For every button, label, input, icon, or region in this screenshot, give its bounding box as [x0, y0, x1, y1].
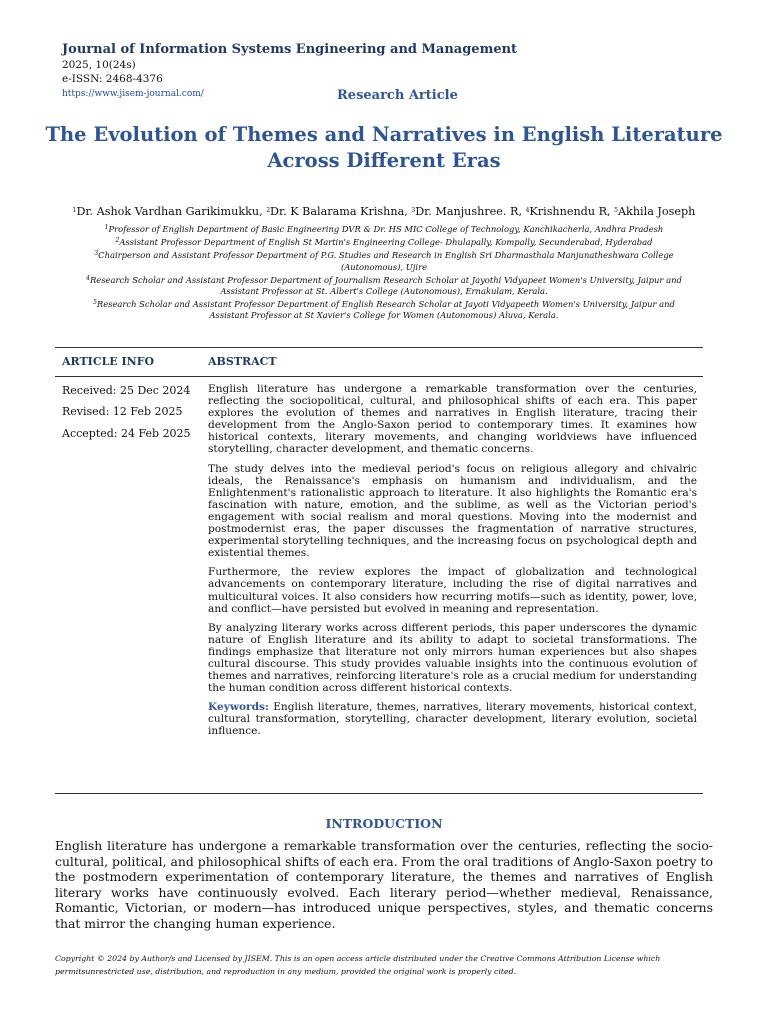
abstract-paragraph: The study delves into the medieval period's focus on religious allegory and chivalric ideals, the Renaissance's emphasis on humanism and individualism, and the Enlightenment's rationalistic approach to literature. It also highlights the Romantic era's fascination with nature, emotion, and the sublime, as well as the Victorian period's engagement with social realism and moral questions. Moving into the modernist and postmodernist eras, the paper discusses the fragmentation of narrative structures, experimental storytelling techniques, and the increasing focus on psychological depth and existential themes. [208, 462, 697, 560]
affiliations [52, 222, 716, 322]
affiliation-2 [52, 235, 716, 248]
affiliation-text: Chairperson and Assistant Professor Department of P.G. Studies and Research in English Sri Dharmasthala Manjunatheshwara College [98, 250, 674, 261]
affiliation-4 [52, 273, 716, 297]
divider-header [55, 376, 703, 377]
volume-issue: 2025, 10(24s) [62, 59, 136, 71]
eissn: e-ISSN: 2468-4376 [62, 73, 163, 85]
affiliation-number: 4 [86, 274, 90, 282]
affiliation-5 [52, 297, 716, 321]
affiliation-text: (Autonomous), Ujire [340, 261, 428, 272]
abstract-body [208, 383, 697, 745]
divider-bottom [55, 793, 703, 794]
paper-title-line-1: The Evolution of Themes and Narratives in English Literature [45, 123, 723, 146]
affiliation-text: Research Scholar and Assistant Professor Department of Journalism Research Scholar at Jayothi Vidyapeet Women's University, Jaipur and [89, 274, 682, 285]
abstract-paragraph: By analyzing literary works across different periods, this paper underscores the dynamic nature of English literature and its ability to adapt to societal transformations. The findings emphasize that literature not only mirrors human experiences but also shapes cultural discourse. This study provides valuable insights into the continuous evolution of themes and narratives, reinforcing literature's role as a crucial medium for understanding the human condition across different historical contexts. [208, 621, 697, 695]
keywords-label: Keywords: [208, 701, 269, 714]
affiliation-number: 3 [94, 250, 99, 258]
paper-title-line-2: Across Different Eras [267, 149, 501, 172]
article-type-label: Research Article [337, 88, 458, 103]
affiliation-text: Research Scholar and Assistant Professor Department of English Research Scholar at Jayoti Vidyapeeth Women's University, Jaipur and [96, 299, 675, 310]
author-name: Dr. Ashok Vardhan Garikimukku, [76, 205, 267, 218]
author-number: 5 [614, 207, 618, 214]
paper-title [40, 122, 728, 174]
introduction-heading: INTRODUCTION [325, 816, 443, 831]
journal-title: Journal of Information Systems Engineering and Management [62, 42, 518, 57]
revised-date: Revised: 12 Feb 2025 [62, 405, 183, 418]
author-name: Dr. Manjushree. R, [415, 205, 526, 218]
journal-url-link[interactable]: https://www.jisem-journal.com/ [62, 89, 204, 99]
author-name: Dr. K Balarama Krishna, [270, 205, 412, 218]
received-date: Received: 25 Dec 2024 [62, 384, 191, 397]
divider-top [55, 347, 703, 348]
author-name: Krishnendu R, [529, 205, 615, 218]
copyright-line-1: Copyright © 2024 by Author/s and Licensed by JISEM. This is an open access article distributed under the Creative Commons Attribution License which [55, 954, 661, 963]
affiliation-number: 5 [93, 299, 97, 307]
author-number: 4 [525, 207, 530, 214]
keywords-text: English literature, themes, narratives, literary movements, historical context, cultural transformation, storytelling, character development, literary evolution, societal influence. [208, 701, 697, 738]
abstract-heading: ABSTRACT [208, 355, 277, 368]
affiliation-text: Assistant Professor at St. Albert's College (Autonomous), Ernakulam, Kerala. [220, 286, 548, 297]
author-name: Akhila Joseph [617, 205, 696, 218]
affiliation-1 [52, 222, 716, 235]
article-info-heading: ARTICLE INFO [62, 355, 155, 368]
copyright-line-2: permitsunrestricted use, distribution, and reproduction in any medium, provided the original work is properly cited. [55, 966, 517, 976]
author-number: 3 [411, 207, 416, 214]
keywords [208, 701, 697, 737]
author-number: 2 [266, 207, 271, 214]
affiliation-text: Assistant Professor at St Xavier's College for Women (Autonomous) Aluva, Kerala. [209, 310, 559, 321]
accepted-date: Accepted: 24 Feb 2025 [62, 427, 191, 440]
affiliation-number: 1 [104, 224, 109, 231]
introduction-text: English literature has undergone a remarkable transformation over the centuries, reflecting the socio-cultural, political, and philosophical shifts of each era. From the oral traditions of Anglo-Saxon poetry to the postmodern experimentation of contemporary literature, the themes and narratives of English literary works have continuously evolved. Each literary period—whether medieval, Renaissance, Romantic, Victorian, or modern—has introduced unique perspectives, styles, and thematic concerns that mirror the changing human experience. [55, 838, 713, 931]
author-list [40, 205, 728, 218]
affiliation-3 [52, 248, 716, 272]
copyright-footer [55, 953, 720, 978]
affiliation-text: Professor of English Department of Basic Engineering DVR & Dr. HS MIC College of Technology, Kanchikacherla, Andhra Pradesh [108, 224, 664, 234]
affiliation-number: 2 [115, 237, 120, 245]
affiliation-text: Assistant Professor Department of English St Martin's Engineering College- Dhulapally, Kompally, Secunderabad, Hyderabad [119, 237, 653, 248]
abstract-paragraph: English literature has undergone a remarkable transformation over the centuries, reflecting the sociopolitical, cultural, and philosophical shifts of each era. This paper explores the evolution of themes and narratives in English literature, tracing their development from the Anglo-Saxon period to contemporary times. It examines how historical contexts, literary movements, and changing worldviews have influenced storytelling, character development, and thematic concerns. [208, 383, 697, 456]
abstract-paragraph: Furthermore, the review explores the impact of globalization and technological advancements on contemporary literature, including the rise of digital narratives and multicultural voices. It also considers how recurring motifs—such as identity, power, love, and conflict—have persisted but evolved in meaning and representation. [208, 566, 697, 615]
author-number: 1 [72, 207, 77, 214]
